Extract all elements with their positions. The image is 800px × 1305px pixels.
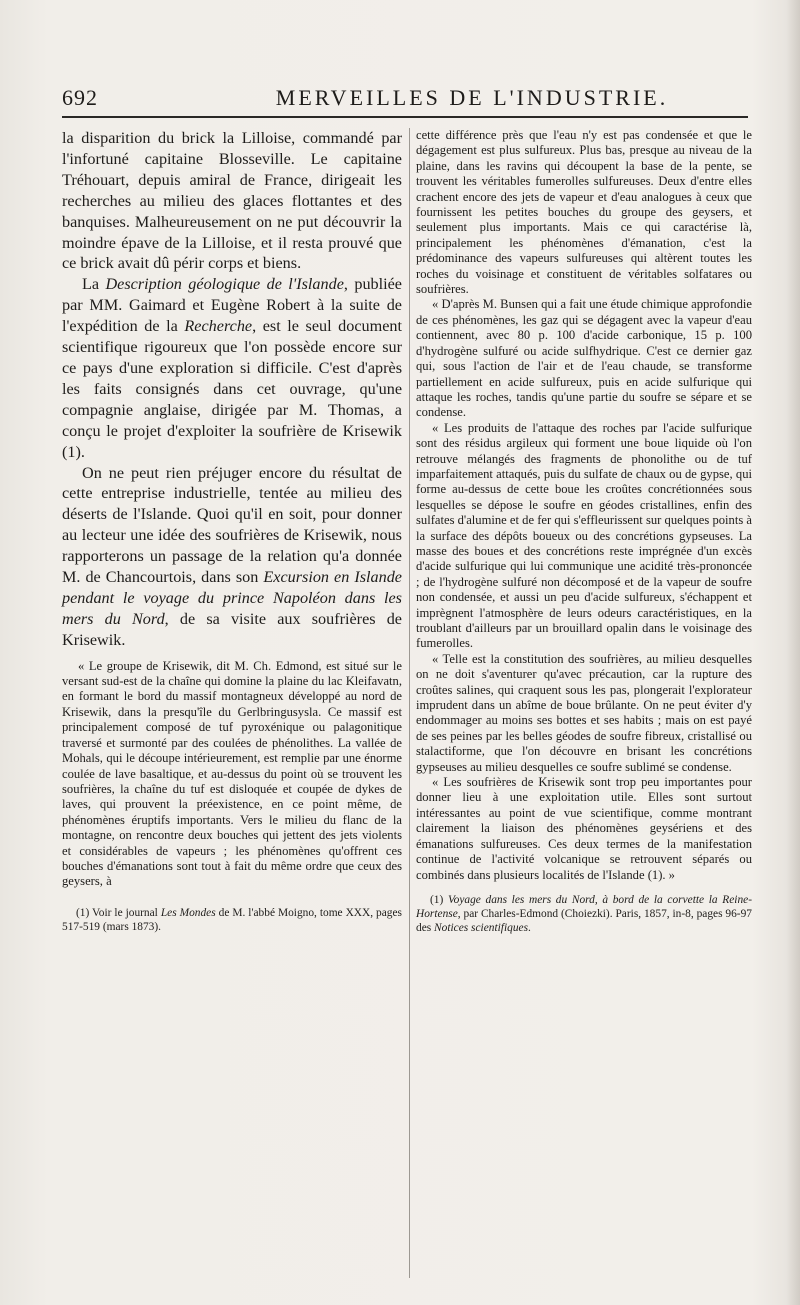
page-number: 692: [62, 85, 98, 110]
book-title: Excursion en Islande pendant le voyage du prince Napoléon dans les mers du Nord: [62, 568, 402, 628]
paragraph: [62, 274, 402, 462]
left-column: [62, 128, 402, 934]
footnote-text: de M. l'abbé Moigno, tome XXX, pages 517-519 (mars 1873).: [62, 906, 402, 933]
column-divider: [409, 128, 410, 1278]
paragraph-text: , publiée par MM. Gaimard et Eugène Robert à la suite de l'expédition de la: [62, 275, 402, 336]
quotation-paragraph: « D'après M. Bunsen qui a fait une étude chimique approfondie de ces phénomènes, les gaz qui se dégagent avec la vapeur d'eau contiennent, avec 80 p. 100 d'acide carbonique, 15 p. 100 d'hydrogène sulfuré ou acide sulfhydrique. C'est ce dernier gaz qui, sous l'action de l'air et de l'eau chaude, se transforme partiellement en acide sulfureux, puis en acide sulfurique qui attaque les roches, tandis qu'une partie du soufre se sépare et se condense.: [416, 297, 752, 420]
quotation: « Le groupe de Krisewik, dit M. Ch. Edmond, est situé sur le versant sud-est de la chaîne qui domine la plaine du lac Kleifavatn, en formant le bord du massif montagneux développé au nord de Krisewik, dans la presqu'île du Gerlbringusysla. Ce massif est principalement composé de tuf pyroxénique ou palagonitique traversé et surmonté par des coulées de phénolithes. La vallée de Mohals, qui le découpe intérieurement, est remplie par une énorme coulée de lave basaltique, et au-dessus du point où se trouvent les soufrières, la chaîne du tuf est disloquée et coupée de dykes de laves, qui prouvent la préexistence, en ce point même, de phénomènes éruptifs importants. Vers le milieu du flanc de la montagne, on rencontre deux bouches qui jettent des jets violents et considérables de vapeurs ; les phénomènes qu'offrent ces bouches d'émanations sont tout à fait du même ordre que ceux des geysers, à: [62, 658, 402, 889]
paragraph-text: , est le seul document scientifique rigoureux que l'on possède encore sur ce pays d'une exploration si difficile. C'est d'après les faits consignés dans cet ouvrage, qu'une compagnie anglaise, dirigée par M. Thomas, a conçu le projet d'exploiter la soufrière de Krisewik (1).: [62, 317, 402, 461]
quotation-paragraph: cette différence près que l'eau n'y est pas condensée et que le dégagement est plus sulfureux. Plus bas, presque au niveau de la plaine, dans les ravins qui découpent la base de la pente, se trouvent les véritables fumerolles sulfureuses. Deux d'entre elles crachent encore des jets de vapeur et d'eau analogues à ceux que fournissent les petites bouches du groupe des geysers, et seulement plus importants. Mais ce qui caractérise là, principalement les phénomènes d'émanation, c'est la prédominance des vapeurs sulfureuses qui altèrent toutes les roches du voisinage et constituent de véritables solfatares ou soufrières.: [416, 128, 752, 297]
quotation-paragraph: « Les soufrières de Krisewik sont trop peu importantes pour donner lieu à une exploitation utile. Elles sont surtout intéressantes au point de vue scientifique, comme montrant clairement la liaison des phénomènes geysériens et des émanations sulfureuses. Ces deux termes de la manifestation continue de l'activité volcanique se retrouvent séparés ou combinés dans plusieurs localités de l'Islande (1). »: [416, 775, 752, 882]
spacer: [62, 651, 402, 659]
running-title: MERVEILLES DE L'INDUSTRIE.: [275, 85, 669, 110]
book-title: Notices scientifiques: [434, 921, 529, 934]
quotation-paragraph: « Telle est la constitution des soufrières, au milieu desquelles on ne doit s'aventurer qu'avec précaution, car la rupture des croûtes salines, qui craquent sous les pas, plongerait l'explorateur imprudent dans un abîme de boue brûlante. On ne peut éviter d'y endommager au moins ses bottes et ses habits ; mais on est payé de ses peines par les belles géodes de soufre fibreux, cristallisé ou stalactiforme, que l'on découvre en brisant les concrétions gypseuses au milieu desquelles ce soufre sublimé se condense.: [416, 651, 752, 774]
paragraph-text: la disparition du brick la Lilloise, commandé par l'infortuné capitaine Blosseville. Le capitaine Tréhouart, depuis amiral de France, dirigeait les recherches au milieu des glaces flottantes et des banquises. Malheureusement on ne put découvrir la moindre épave de la Lilloise, et il resta prouvé que ce brick avait dû périr corps et biens.: [62, 129, 402, 273]
page-edge-shadow: [786, 0, 800, 1305]
footnote-text: .: [528, 921, 531, 934]
paragraph-text: La: [82, 275, 106, 294]
footnote-text: (1): [430, 893, 448, 906]
journal-title: Les Mondes: [160, 906, 216, 919]
right-column: [416, 128, 752, 935]
paragraph: [62, 463, 402, 651]
quotation-paragraph: « Les produits de l'attaque des roches par l'acide sulfurique sont des résidus argileux qui forment une boue liquide où l'on retrouve mélangés des fragments de phonolithe ou de tuf imparfaitement attaqués, puis du sulfate de chaux ou de gypse, qui forme au-dessus de cette boue les croûtes concrétionnées sous lesquelles se dépose le soufre en géodes cristallines, enfin des sulfates d'alumine et de fer qui s'effleurissent sur quelques points à la surface des dépôts boueux ou des concrétions gypseuses. La masse des boues et des concrétions reste imprégnée d'un excès d'acide sulfurique qui lui communique une acidité très-prononcée ; de l'hydrogène sulfuré non décomposé et de la vapeur de soufre non condensée, et aussi un peu d'acide sulfureux, s'échappent et imprègnent l'atmosphère de leurs odeurs caractéristiques, en la troublant d'ailleurs par un brouillard opalin dans le voisinage des fumerolles.: [416, 420, 752, 651]
footnote-text: (1) Voir le journal: [76, 906, 161, 919]
paragraph: [62, 128, 402, 274]
footnote: [62, 906, 402, 934]
footnote-text: , par Charles-Edmond (Choiezki). Paris, 1857, in-8, pages 96-97 des: [416, 907, 752, 934]
paragraph-text: On ne peut rien préjuger encore du résultat de cette entreprise industrielle, tentée au milieu des déserts de l'Islande. Quoi qu'il en soit, pour donner au lecteur une idée des soufrières de Krisewik, nous rapporterons un passage de la relation qu'a donnée M. de Chancourtois, dans son: [62, 463, 402, 587]
header-rule: [62, 116, 748, 118]
book-title: Description géologique de l'Islande: [105, 275, 344, 294]
footnote: [416, 893, 752, 935]
paragraph-text: , de sa visite aux soufrières de Krisewik.: [62, 609, 402, 649]
ship-name: Recherche: [184, 317, 253, 336]
book-title: Voyage dans les mers du Nord, à bord de la corvette la Reine-Hortense: [416, 893, 752, 920]
